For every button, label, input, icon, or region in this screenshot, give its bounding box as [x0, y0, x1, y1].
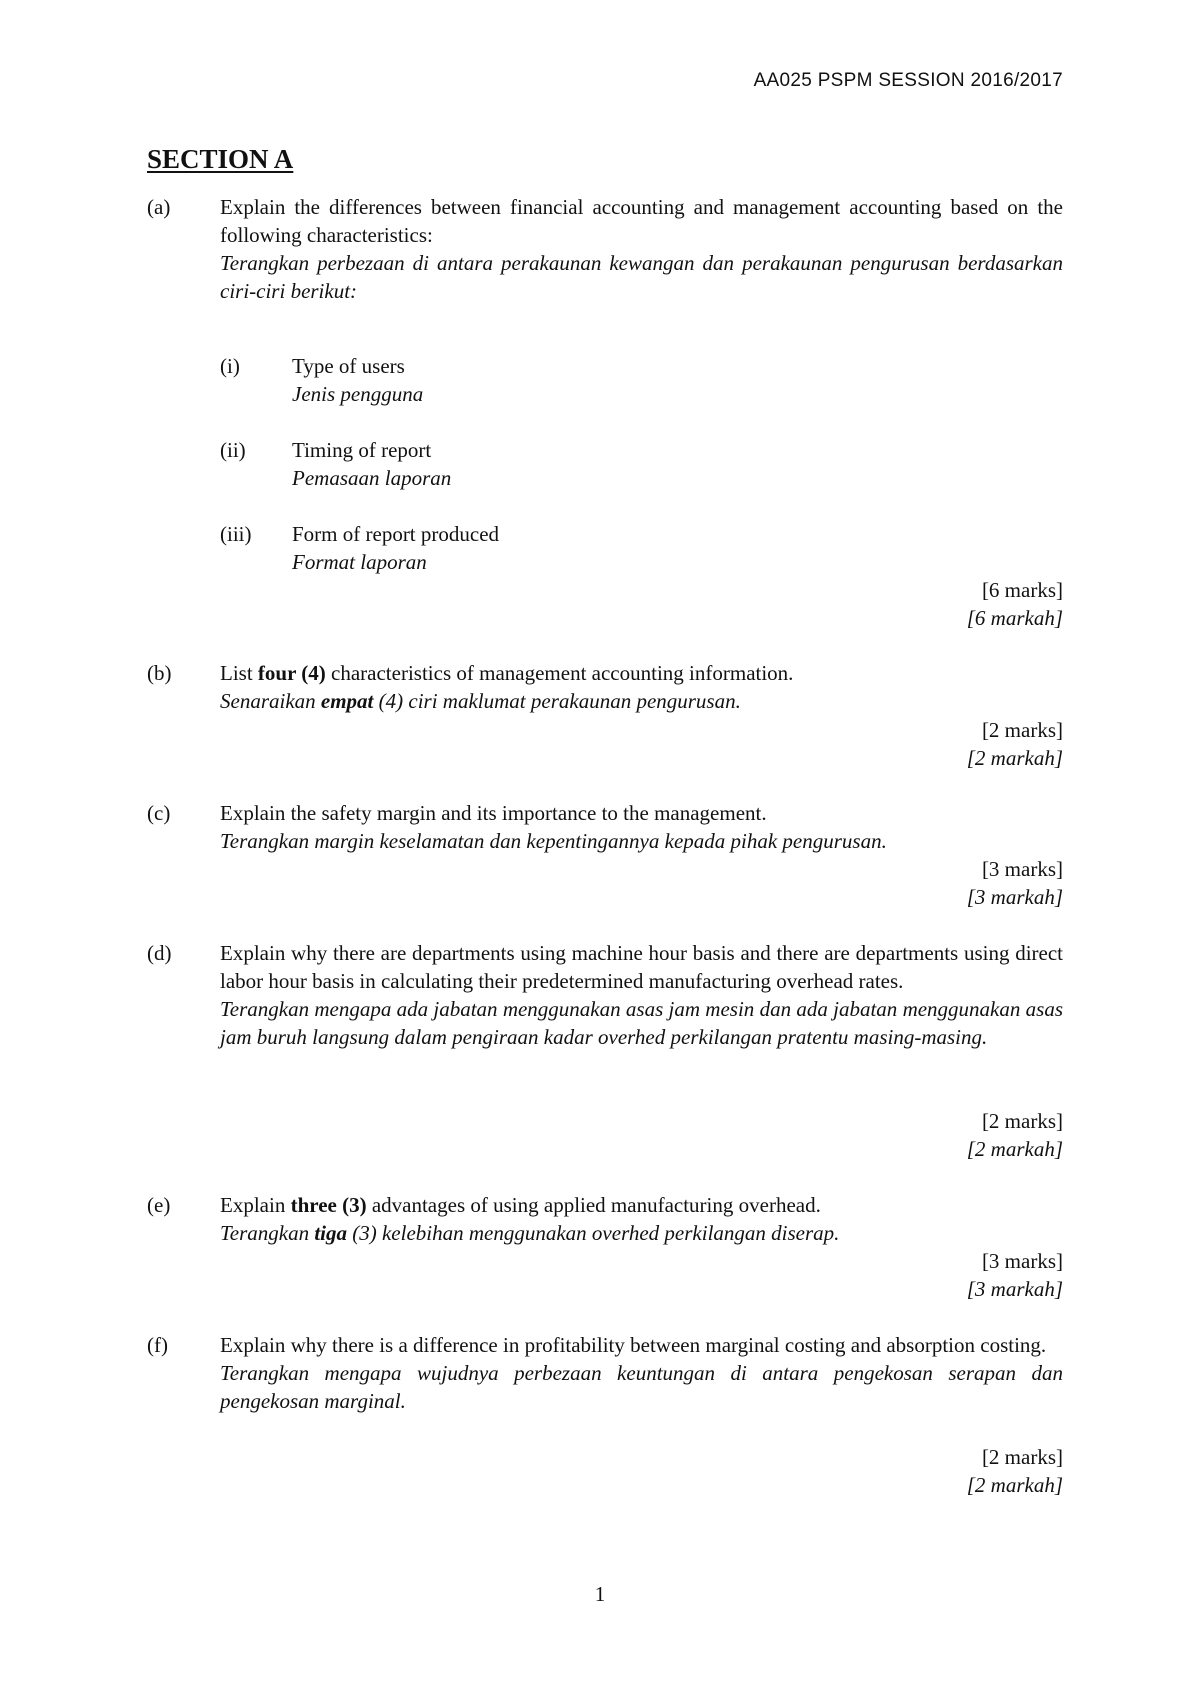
subitem-i [147, 352, 1063, 408]
marks-ms: [2 markah] [966, 1137, 1063, 1161]
subitem-ii [147, 436, 1063, 492]
question-text-ms: Terangkan tiga (3) kelebihan menggunakan overhed perkilangan diserap. [220, 1221, 840, 1245]
subitem-text-ms: Pemasaan laporan [292, 466, 452, 490]
question-e [147, 1191, 1063, 1247]
subitem-iii [147, 520, 1063, 576]
subitem-text-ms: Format laporan [292, 550, 427, 574]
marks-e [967, 1247, 1063, 1303]
question-text-en: Explain why there are departments using machine hour basis and there are departments using direct labor hour basis in calculating their predetermined manufacturing overhead rates. [220, 941, 1063, 993]
marks-en: [2 marks] [981, 1445, 1063, 1469]
question-label: (c) [147, 801, 171, 825]
subitem-text-ms: Jenis pengguna [292, 382, 424, 406]
question-b [147, 659, 1063, 715]
question-label: (a) [147, 195, 171, 219]
marks-c [967, 855, 1063, 911]
question-text-ms: Terangkan perbezaan di antara perakaunan kewangan dan perakaunan pengurusan berdasarkan ciri-ciri berikut: [220, 251, 1063, 303]
question-text-en: Explain three (3) advantages of using applied manufacturing overhead. [220, 1193, 821, 1217]
emphasis-count: four (4) [257, 661, 326, 685]
marks-en: [2 marks] [981, 1109, 1063, 1133]
emphasis-count: tiga [314, 1221, 347, 1245]
question-a [147, 193, 1063, 305]
question-label: (b) [147, 661, 172, 685]
subitem-label: (ii) [220, 438, 246, 462]
emphasis-count: empat [320, 689, 374, 713]
marks-ms: [3 markah] [966, 885, 1063, 909]
section-title: SECTION A [147, 144, 294, 174]
question-label: (d) [147, 941, 172, 965]
question-text-ms: Senaraikan empat (4) ciri maklumat perakaunan pengurusan. [220, 689, 741, 713]
emphasis-count: three (3) [290, 1193, 367, 1217]
question-text-en: Explain the safety margin and its importance to the management. [220, 801, 767, 825]
paper-code-header: AA025 PSPM SESSION 2016/2017 [753, 70, 1063, 91]
question-d [147, 939, 1063, 1051]
marks-en: [3 marks] [981, 1249, 1063, 1273]
subitem-text-en: Timing of report [292, 438, 432, 462]
marks-en: [2 marks] [981, 718, 1063, 742]
subitem-text-en: Form of report produced [292, 522, 500, 546]
marks-d [967, 1107, 1063, 1163]
marks-ms: [2 markah] [966, 1473, 1063, 1497]
marks-ms: [2 markah] [966, 746, 1063, 770]
question-label: (f) [147, 1333, 168, 1357]
question-f [147, 1331, 1063, 1415]
marks-b [967, 716, 1063, 772]
marks-ms: [3 markah] [966, 1277, 1063, 1301]
marks-en: [6 marks] [981, 578, 1063, 602]
question-text-en: List four (4) characteristics of management accounting information. [220, 661, 794, 685]
marks-a [967, 576, 1063, 632]
question-text-en: Explain why there is a difference in profitability between marginal costing and absorption costing. [220, 1333, 1047, 1357]
marks-en: [3 marks] [981, 857, 1063, 881]
subitem-label: (i) [220, 354, 240, 378]
question-c [147, 799, 1063, 855]
marks-ms: [6 markah] [966, 606, 1063, 630]
question-text-en: Explain the differences between financial accounting and management accounting based on the following characteristics: [220, 195, 1063, 247]
subitem-text-en: Type of users [292, 354, 405, 378]
marks-f [967, 1443, 1063, 1499]
subitem-label: (iii) [220, 522, 252, 546]
question-text-ms: Terangkan mengapa ada jabatan menggunakan asas jam mesin dan ada jabatan menggunakan asas jam buruh langsung dalam pengiraan kadar overhed perkilangan pratentu masing-masing. [220, 997, 1063, 1049]
question-text-ms: Terangkan mengapa wujudnya perbezaan keuntungan di antara pengekosan serapan dan pengekosan marginal. [220, 1361, 1063, 1413]
question-text-ms: Terangkan margin keselamatan dan kepentingannya kepada pihak pengurusan. [220, 829, 887, 853]
question-label: (e) [147, 1193, 171, 1217]
page-number: 1 [594, 1582, 606, 1606]
